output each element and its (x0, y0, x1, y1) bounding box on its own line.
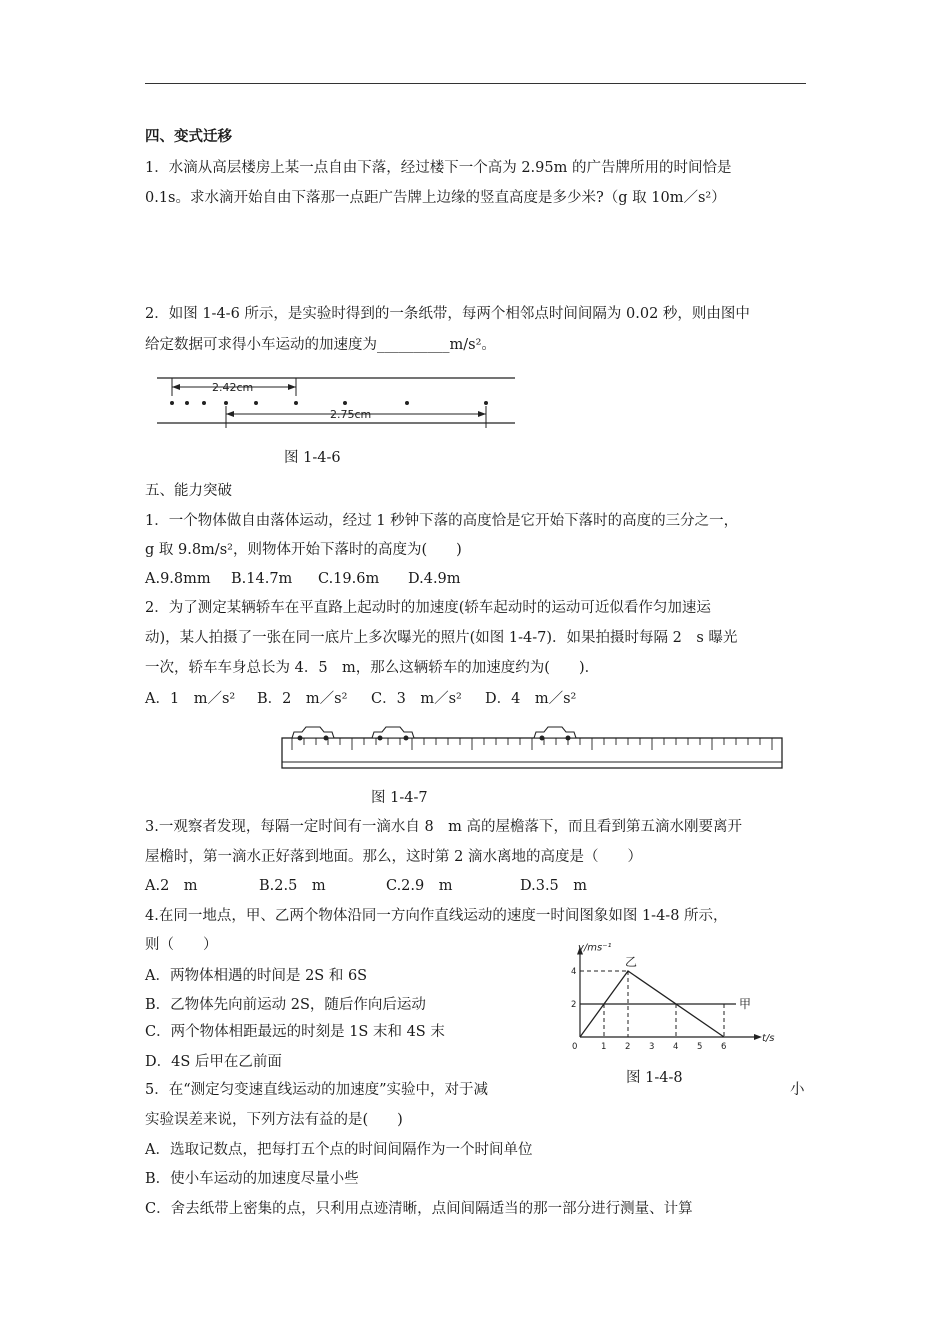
x-axis-arrow (754, 1034, 762, 1040)
s5-q2-option-d[interactable]: D．4 m／s² (485, 691, 577, 707)
s5-q1-option-a[interactable]: A.9.8mm (145, 571, 211, 587)
s5-q5-line1-right: 小 (790, 1082, 805, 1098)
x-tick-label: 6 (721, 1042, 727, 1052)
s4-q1-line1: 1．水滴从高层楼房上某一点自由下落，经过楼下一个高为 2.95m 的广告牌所用的时间恰是 (145, 160, 732, 176)
x-tick-label: 2 (625, 1042, 631, 1052)
y-tick-label: 4 (571, 967, 577, 977)
section4-title: 四、变式迁移 (145, 128, 232, 145)
s5-q1-option-c[interactable]: C.19.6m (318, 571, 380, 587)
s5-q2-line3: 一次，轿车车身总长为 4．5 m，那么这辆轿车的加速度约为( )． (145, 660, 600, 676)
s5-q2-option-c[interactable]: C．3 m／s² (371, 691, 462, 707)
s5-q5-line2: 实验误差来说，下列方法有益的是( ) (145, 1112, 403, 1128)
s5-q5-option-c[interactable]: C．舍去纸带上密集的点，只利用点迹清晰，点间间隔适当的那一部分进行测量、计算 (145, 1201, 693, 1217)
car-1-icon (292, 727, 334, 741)
series-label-yi: 乙 (625, 955, 638, 969)
s5-q1-line1: 1．一个物体做自由落体运动，经过 1 秒钟下落的高度恰是它开始下落时的高度的三分之一， (145, 513, 739, 529)
x-tick-label: 0 (572, 1042, 578, 1052)
s5-q4-option-c[interactable]: C．两个物体相距最远的时刻是 1S 末和 4S 末 (145, 1024, 445, 1040)
s5-q3-options (145, 876, 587, 896)
s5-q5-option-a[interactable]: A．选取记数点，把每打五个点的时间间隔作为一个时间单位 (145, 1142, 533, 1158)
s5-q3-line1: 3.一观察者发现，每隔一定时间有一滴水自 8 m 高的屋檐落下，而且看到第五滴水刚要离开 (145, 819, 743, 835)
x-axis-label: t/s (762, 1033, 775, 1044)
y-tick-label: 2 (571, 1000, 577, 1010)
s5-q4-option-a[interactable]: A．两物体相遇的时间是 2S 和 6S (145, 968, 368, 984)
figure-1-4-7 (280, 722, 785, 772)
x-tick-label: 5 (697, 1042, 703, 1052)
car-3-icon (534, 727, 576, 741)
s5-q4-option-d[interactable]: D．4S 后甲在乙前面 (145, 1054, 282, 1070)
s5-q1-option-b[interactable]: B.14.7m (231, 571, 293, 587)
s5-q2-line2: 动)，某人拍摄了一张在同一底片上多次曝光的照片(如图 1-4-7)．如果拍摄时每隔 2 s 曝光 (145, 630, 738, 646)
s5-q3-option-d[interactable]: D.3.5 m (520, 878, 588, 894)
s5-q5-line1-left: 5．在“测定匀变速直线运动的加速度”实验中，对于减 (145, 1082, 489, 1098)
s5-q4-line2: 则（ ） (145, 937, 218, 953)
top-rule (145, 83, 806, 84)
figure-1-4-6 (150, 370, 520, 430)
series-label-jia: 甲 (739, 997, 752, 1011)
tape-label-a: 2.42cm (212, 381, 254, 394)
fig146-caption: 图 1-4-6 (284, 450, 341, 466)
fig147-caption: 图 1-4-7 (371, 790, 428, 806)
s5-q3-option-b[interactable]: B.2.5 m (259, 878, 326, 894)
s5-q1-option-d[interactable]: D.4.9m (408, 571, 461, 587)
fig148-caption: 图 1-4-8 (626, 1070, 683, 1086)
s5-q2-options (145, 689, 576, 709)
s4-q2-line1: 2．如图 1-4-6 所示，是实验时得到的一条纸带，每两个相邻点时间间隔为 0.02 秒，则由图中 (145, 306, 750, 322)
s5-q2-option-a[interactable]: A．1 m／s² (145, 691, 236, 707)
s5-q2-line1: 2．为了测定某辆轿车在平直路上起动时的加速度(轿车起动时的运动可近似看作匀加速运 (145, 600, 711, 616)
s5-q3-option-a[interactable]: A.2 m (145, 878, 198, 894)
s5-q1-options (145, 569, 461, 589)
x-tick-label: 4 (673, 1042, 679, 1052)
figure-1-4-8-chart (565, 932, 805, 1057)
s4-q2-line2: 给定数据可求得小车运动的加速度为__________m/s²。 (145, 337, 496, 353)
s5-q3-line2: 屋檐时，第一滴水正好落到地面。那么，这时第 2 滴水离地的高度是（ ） (145, 849, 642, 865)
s5-q4-line1: 4.在同一地点，甲、乙两个物体沿同一方向作直线运动的速度一时间图象如图 1-4-8 所示， (145, 908, 728, 924)
x-tick-label: 3 (649, 1042, 655, 1052)
x-tick-label: 1 (601, 1042, 607, 1052)
s5-q5-option-b[interactable]: B．使小车运动的加速度尽量小些 (145, 1171, 359, 1187)
section5-title: 五、能力突破 (145, 483, 232, 499)
car-2-icon (372, 727, 414, 741)
tape-label-b: 2.75cm (330, 408, 372, 421)
s5-q4-option-b[interactable]: B．乙物体先向前运动 2S，随后作向后运动 (145, 997, 426, 1013)
s4-q1-line2: 0.1s。求水滴开始自由下落那一点距广告牌上边缘的竖直高度是多少米?（g 取 10m／s²） (145, 190, 726, 206)
s5-q2-option-b[interactable]: B．2 m／s² (257, 691, 348, 707)
s5-q1-line2: g 取 9.8m/s²，则物体开始下落时的高度为( ) (145, 542, 462, 558)
s5-q3-option-c[interactable]: C.2.9 m (386, 878, 453, 894)
y-axis-label: v/ms⁻¹ (578, 942, 612, 954)
